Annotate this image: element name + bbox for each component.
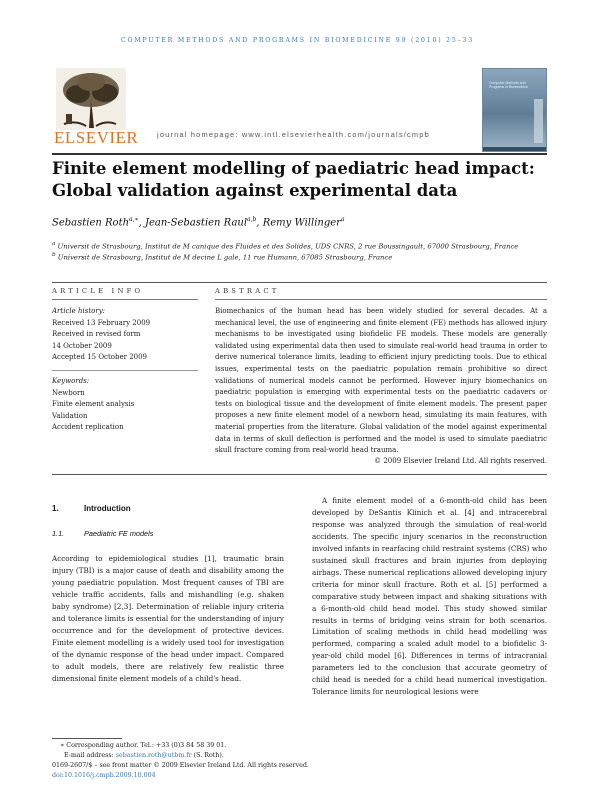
section-rule — [52, 282, 547, 283]
subsection-title: Paediatric FE models — [84, 529, 154, 538]
tree-icon — [56, 68, 126, 130]
history-item: Received in revised form — [52, 330, 141, 339]
history-item: Accepted 15 October 2009 — [52, 353, 148, 362]
article-history — [52, 306, 198, 364]
keyword: Validation — [52, 411, 88, 420]
affiliation-text: Universit de Strasbourg, Institut de M canique des Fluides et des Solides, UDS CNRS, 2 rue Boussingault, 67000 Strasbourg, France — [57, 242, 519, 251]
keyword: Newborn — [52, 388, 85, 397]
publisher-wordmark: ELSEVIER — [54, 128, 139, 147]
cover-title: Computer Methods and Programs in Biomedicine — [489, 81, 528, 90]
keywords-label: Keywords: — [52, 377, 90, 385]
email-note — [64, 752, 224, 759]
affiliation — [52, 252, 392, 261]
author-name: Jean-Sebastien Raul — [144, 217, 248, 229]
section-title: Introduction — [84, 504, 131, 513]
right-column-text: A finite element model of a 6-month-old child has been developed by DeSantis Klinich et al. [4] and intracerebral response was analyzed through the simulation of real-world accidents. The specific injury scenarios in the reconstruction involved infants in rearfacing child restraint systems (CRS) who sustained skull fractures and brain injuries from deploying airbags. These numerical replications allowed developing injury criteria for minor skull fracture. Roth et al. [5] performed a comparative study between impact and shaking situations with a 6-month-old child head model. This study showed similar results in terms of bridging veins strain for both scenarios. Limitation of scaling methods in child head modelling was performed, comparing a scaled adult model to a biofidelic 3-year-old child model [6]. Differences in terms of intracranial parameters led to the conclusion that accurate geometry of child head is needed for a child head numerical investigation. Tolerance limits for neurological lesions were — [312, 496, 547, 697]
author-list: Sebastien Roth$^{a,∗}$, Jean-Sebastien Raul$^{a,b}$, Remy Willinger$^a$ — [52, 216, 345, 229]
abstract-rule — [215, 299, 547, 300]
journal-cover-thumbnail — [482, 68, 547, 152]
author-marks[interactable]: a — [340, 216, 345, 223]
abstract-heading: ABSTRACT — [215, 287, 280, 295]
left-column-text: According to epidemiological studies [1], traumatic brain injury (TBI) is a major cause of death and disability among the young paediatric population. Most frequent causes of TBI are vehicle traffic accidents, falls and mishandling (e.g. shaken baby syndrome) [2,3]. Determination of reliable injury criteria and tolerance limits is essential for the understanding of injury occurrence and for the development of protective devices. Finite element modelling is a widely used tool for investigation of the dynamic response of the head under impact. Compared to adult models, there are relatively few realistic three dimensional finite element models of a child's head. — [52, 554, 284, 683]
author-name: Remy Willinger — [262, 217, 341, 229]
history-item: Received 13 February 2009 — [52, 318, 151, 327]
email-link[interactable]: sebastien.roth@utbm.fr — [115, 752, 192, 759]
article-title: Finite element modelling of paediatric head impact: Global validation against experimental data — [52, 159, 535, 200]
keyword: Accident replication — [52, 423, 124, 432]
abstract-text: Biomechanics of the human head has been widely studied for several decades. At a mechanical level, the use of engineering and finite element (FE) methods has allowed injury mechanisms to be investigated using biofidelic FE models. These models are generally validated using experimental data then used to simulate real-world head trauma in order to derive numerical tolerance limits, leading to efficient injury predicting tools. Due to ethical issues, experimental tests on the paediatric population remain prohibitive so direct validations of numerical models cannot be performed. However injury biomechanics on paediatric population is emerging with experimental tests on the paediatric cadavers or tests on biological tissue and the development of finite element models. The present paper proposes a new finite element model of a newborn head, simulating its main features, with material properties from the literature. Global validation of the model against experimental data in terms of skull deflection is performed and the model is used to simulate paediatric skull fracture coming from real-world head trauma. — [215, 307, 547, 455]
affiliation-mark: a — [52, 241, 56, 247]
author-marks[interactable]: a,b — [247, 216, 257, 223]
cover-bar — [483, 147, 546, 151]
affiliation — [52, 241, 518, 250]
author-name: Sebastien Roth — [52, 217, 130, 229]
copyright-notice: © 2009 Elsevier Ireland Ltd. All rights reserved. — [374, 457, 547, 465]
article-info-heading: ARTICLE INFO — [52, 287, 144, 295]
history-item: 14 October 2009 — [52, 341, 112, 350]
keyword: Finite element analysis — [52, 400, 135, 409]
elsevier-logo — [52, 68, 139, 148]
affiliation-mark: b — [52, 252, 56, 258]
email-suffix: (S. Roth). — [191, 752, 224, 759]
doi-line — [52, 772, 156, 779]
author-marks[interactable]: a,∗ — [129, 216, 139, 223]
section-number: 1. — [52, 504, 59, 513]
abstract-end-rule — [52, 474, 547, 475]
info-rule — [52, 299, 198, 300]
footnote-rule — [52, 738, 122, 739]
doi-link[interactable]: doi:10.1016/j.cmpb.2009.10.004 — [52, 772, 156, 779]
keywords — [52, 376, 198, 434]
journal-citation-line: COMPUTER METHODS AND PROGRAMS IN BIOMEDICINE 99 (2010) 25–33 — [120, 37, 475, 44]
header-rule — [52, 153, 547, 155]
corresponding-author-note: ∗ Corresponding author. Tel.: +33 (0)3 84 58 39 01. — [60, 742, 227, 749]
cover-graphic — [534, 99, 543, 143]
affiliation-text: Universit de Strasbourg, Institut de M decine L gale, 11 rue Humann, 67085 Strasbourg, France — [57, 253, 393, 262]
email-label: E-mail address: — [64, 752, 116, 759]
journal-homepage-link[interactable]: journal homepage: www.intl.elsevierhealth.com/journals/cmpb — [157, 130, 430, 139]
issn-line: 0169-2607/$ – see front matter © 2009 Elsevier Ireland Ltd. All rights reserved. — [52, 762, 309, 769]
history-label: Article history: — [52, 307, 106, 315]
info-divider — [52, 370, 198, 371]
subsection-number: 1.1. — [52, 529, 65, 538]
